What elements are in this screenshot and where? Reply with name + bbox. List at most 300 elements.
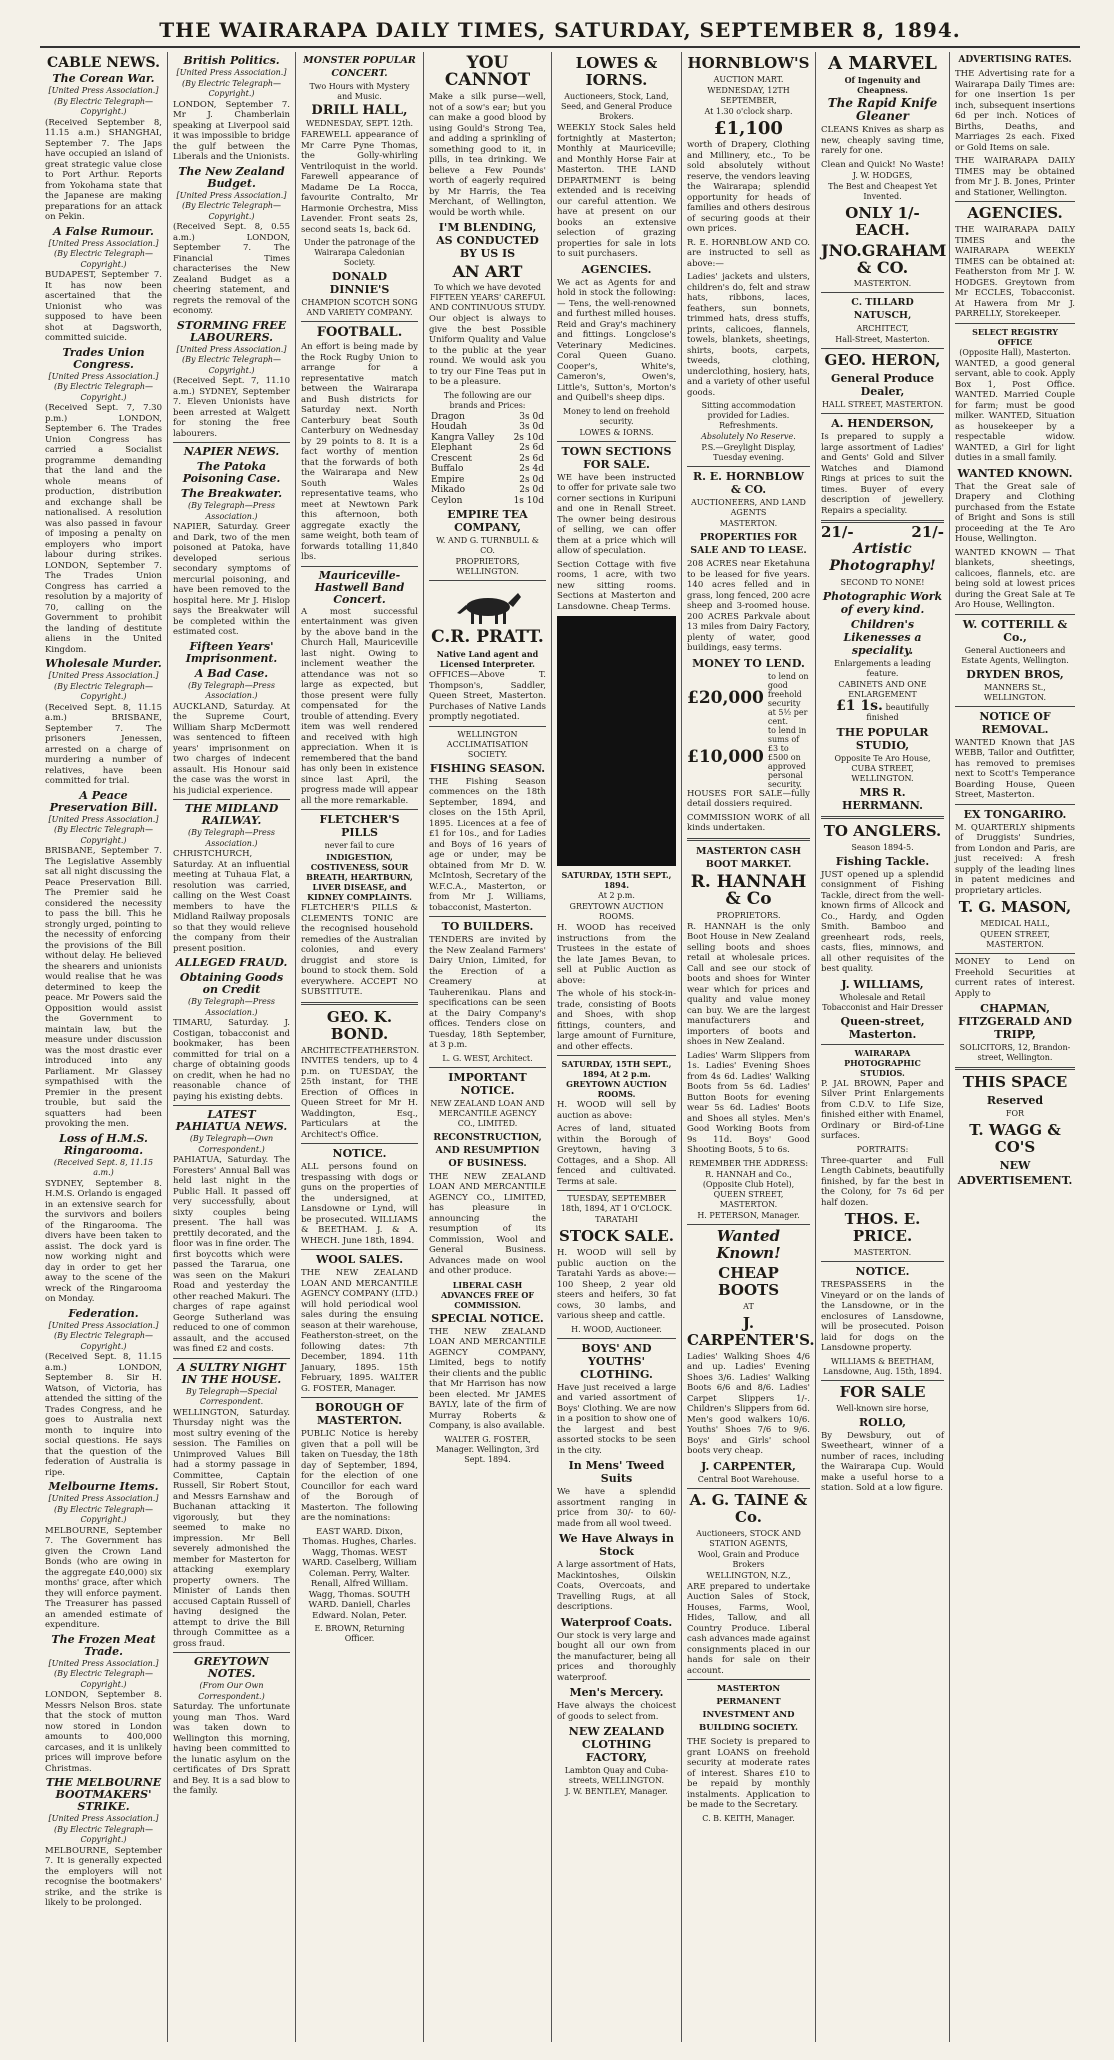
wood2-title: H. WOOD will sell by auction as above: [557, 1100, 676, 1121]
taine-place: WELLINGTON, N.Z., [706, 1570, 791, 1580]
borough-title: BOROUGH OF MASTERTON. [315, 1401, 404, 1427]
article [173, 957, 290, 1102]
article-title: Fifteen Years' Imprisonment. [185, 639, 278, 665]
tea-company: EMPIRE TEA COMPANY, [447, 508, 528, 534]
article-body: (Received Sept. 7, 11.10 a.m.) SYDNEY, September 7. Eleven Unionists have been arrested at Walgett for stoning the free labourers. [173, 376, 290, 439]
divider [173, 1105, 290, 1106]
builders-title: TO BUILDERS. [441, 920, 534, 933]
tongan-title: EX TONGARIRO. [963, 807, 1067, 821]
article-title: THE MELBOURNE BOOTMAKERS' STRIKE. [45, 1776, 162, 1813]
forsale-sub: Well-known sire horse, [836, 1403, 929, 1413]
registry-sub: (Opposite Hall), Masterton. [959, 347, 1071, 357]
concert-patron: Under the patronage of the Wairarapa Caledonian Society. [303, 238, 416, 267]
stock-date: TUESDAY, SEPTEMBER 18th, 1894, AT 1 O'CLOCK. [560, 1194, 673, 1213]
tea-brand-name: Houdah [431, 422, 467, 432]
tea-brand-name: Empire [431, 474, 465, 485]
article-source: [United Press Association.] (By Electric Telegraph—Copyright.) [48, 1658, 159, 1689]
concert-org: DONALD DINNIE'S [329, 270, 390, 296]
pills-title: FLETCHER'S PILLS [319, 813, 400, 839]
agencies-title: AGENCIES. [581, 262, 652, 276]
reserved-title: THIS SPACE [962, 1073, 1068, 1091]
column-news [168, 52, 296, 2042]
photographic-title: Photographic Work of every kind. [822, 589, 943, 616]
article [173, 446, 290, 638]
concert-title: MONSTER POPULAR CONCERT. [303, 55, 416, 79]
pratt-name: C.R. PRATT. [431, 627, 544, 647]
article-body: MELBOURNE, September 7. It is generally expected the employers will not recognise the bootmakers' strike, and the strike is likely to be prolonged. [45, 1845, 162, 1908]
notice-ad [301, 1147, 418, 1246]
hannah-title: R. HANNAH & Co [690, 871, 807, 909]
gleaner-text: CLEANS Knives as sharp as new, cheaply saving time, rarely for one. [821, 125, 944, 156]
tea-brand-price: 2s 6d [519, 453, 544, 464]
tea-price-row [429, 475, 546, 486]
article-title: Trades Union Congress. [62, 345, 145, 371]
houses-text: HOUSES FOR SALE—fully detail dossiers required. [687, 788, 810, 809]
hornblow-inst: R. E. HORNBLOW AND CO. are instructed to sell as above:— [687, 237, 810, 269]
wool-title: WOOL SALES. [315, 1253, 404, 1266]
chapman-sub: SOLICITORS, 12, Brandon-street, Wellington. [959, 1043, 1071, 1062]
rates-title: ADVERTISING RATES. [958, 55, 1072, 65]
divider [687, 838, 810, 841]
divider [821, 816, 944, 819]
article [45, 1133, 162, 1305]
tea-company-3: PROPRIETORS, WELLINGTON. [455, 557, 520, 576]
tea-price-row [429, 422, 546, 433]
williams-place: Queen-street, Masterton. [840, 1014, 925, 1041]
tea-company-2: W. AND G. TURNBULL & CO. [436, 536, 539, 555]
agencies-text: We act as Agents for and hold in stock the following:— Tens, the well-renowned and furthest milled houses. Reid and Gray's machinery and fittings. Longclose's Veterinary Medicines. Coral Queen Guano. Cooper's, White's, Cameron's, Owen's, Little's, Sutton's, Morton's and Quibell's sheep dips. [557, 277, 676, 403]
article-source: [United Press Association.] (By Electric Telegraph—Copyright.) [48, 1494, 159, 1524]
divider [557, 1055, 676, 1056]
wanted-list: WANTED, a good general servant, able to cook. Apply Box 1, Post Office. WANTED. Married Couple for farm; must be good milker. WANTED, Situation as housekeeper by a respectable widow. WANTED, a Girl for light duties in a small family. [955, 358, 1075, 463]
factory-sign: J. W. BENTLEY, Manager. [565, 1787, 668, 1796]
henderson-title: A. HENDERSON, [831, 417, 934, 430]
tea-price-row [429, 412, 546, 423]
mens-text: We have a splendid assortment ranging in price from 30/- to 60/- made from all wool tweed. [557, 1487, 676, 1529]
money-note: Money to lend on freehold security. [562, 406, 671, 426]
article [301, 326, 418, 563]
borough-wards: EAST WARD. Dixon, Thomas. Hughes, Charles. Wagg, Thomas. WEST WARD. Caselberg, William Coleman. Perry, Walter. Renall, Alfred William. Wagg, Thomas. SOUTH WARD. Daniell, Charles Edward. Nolan, Peter. [302, 1526, 417, 1621]
dryden-title: DRYDEN BROS, [966, 667, 1064, 681]
graham-place: MASTERTON. [853, 279, 912, 288]
town-text: WE have been instructed to offer for private sale two corner sections in Kuripuni and one in Renall Street. The owner being desirous of selling, we can offer them at a price which will allow of speculation. [557, 472, 676, 556]
tea-price-row [429, 485, 546, 496]
artistic-title: Artistic Photography! [829, 540, 936, 574]
liberal-title: LIBERAL CASH ADVANCES FREE OF COMMISSION. [440, 1279, 535, 1310]
heron-title: GEO. HERON, [824, 351, 941, 369]
borough-ad [301, 1401, 418, 1644]
article [45, 1777, 162, 1909]
column-marvel [816, 52, 950, 2042]
building-sign: C. B. KEITH, Manager. [702, 1813, 795, 1823]
notice-title: NOTICE. [332, 1147, 387, 1160]
daily-text: THE WAIRARAPA DAILY TIMES may be obtained from Mr J. B. Jones, Printer and Stationer, Wellington. [955, 156, 1075, 198]
divider [687, 1224, 810, 1225]
taine-title: A. G. TAINE & Co. [689, 1490, 808, 1526]
that-text: WANTED KNOWN — That blankets, sheetings, calicoes, flannels, etc. are being sold at lowest prices during the Great Sale at Te Aro House, Wellington. [955, 547, 1075, 610]
column-tea-ads [424, 52, 552, 2042]
masthead [40, 10, 1080, 48]
heron-sub: General Produce Dealer, [830, 372, 935, 398]
article-title: THE MIDLAND RAILWAY. [184, 802, 279, 827]
stock-title: STOCK SALE. [559, 1227, 674, 1245]
borough-text: PUBLIC Notice is hereby given that a poll will be taken on Tuesday, the 18th day of September, 1894, for the election of one Councillor for each ward of the Borough of Masterton. The following are the nominations: [301, 1429, 418, 1523]
rates-text: THE Advertising rate for a Wairarapa Daily Times are: for one insertion 1s per inch, subsequent insertions 6d per inch. Notices of Births, Deaths, and Marriages 2s each. Fixed or Gold Items on sale. [955, 69, 1075, 153]
article-body: PAHIATUA, Saturday. The Foresters' Annual Ball was held last night in the Public Hall. It passed off very successfully, about sixty couples being present. The hall was prettily decorated, and the floor was in fine order. The first boycotts which were passed the Tararua, one was seen on the Makuri Road and yesterday the other reached Makuri. The charges of rape against George Sutherland was reduced to one of common assault, and the accused was fined £2 and costs. [173, 1155, 290, 1354]
tea-headline-text: Make a silk purse—well, not of a sow's ear; but you can make a good blood by using Gould's Strong Tea, and adding a sprinkling of something good to it, in pills, in tea drinking. We believe a Few Pounds' worth of eagerly required by Mr Harris, the Tea Merchant, of Wellington, would be worth while. [429, 92, 546, 218]
tea-price-row [429, 433, 546, 444]
notice-text: TRESPASSERS in the Vineyard or on the lands of the Lansdowne, or in the enclosures of Lansdowne, will be prosecuted. Poison laid for dogs on the Lansdowne property. [821, 1280, 944, 1353]
tea-brand-name: Buffalo [431, 464, 464, 474]
article-title: Loss of H.M.S. Ringarooma. [59, 1131, 148, 1157]
divider [557, 441, 676, 442]
article-source: [United Press Association.] (By Electric Telegraph—Copyright.) [48, 371, 159, 402]
stock-text: H. WOOD will sell by public auction on the Taratahi Yards as above:— 100 Sheep, 2 year old steers and heifers, 30 fat cows, 30 lambs, and various sheep and cattle. [557, 1248, 676, 1321]
mens-title: In Mens' Tweed Suits [568, 1459, 665, 1485]
cotter-sub: General Auctioneers and Estate Agents, Wellington. [961, 645, 1069, 665]
tea-brand-price: 1s 10d [513, 495, 544, 506]
wood-text-2: The whole of his stock-in-trade, consisting of Boots and Shoes, with shop fittings, counters, and large amount of Furniture, and other effects. [557, 989, 676, 1052]
article [173, 55, 290, 163]
tea-price-row [429, 464, 546, 475]
article-source: [United Press Association.] (By Electric Telegraph—Copyright.) [48, 1814, 159, 1844]
hornblow-absolutely: Absolutely No Reserve. [701, 432, 796, 441]
have-title: We Have Always in Stock [559, 1532, 674, 1558]
cabinets-title: CABINETS AND ONE ENLARGEMENT [838, 679, 927, 699]
article-body: WELLINGTON, Saturday. Thursday night was the most sultry evening of the session. The Families on Unimproved Values Bill had a stormy passage in Committee, Captain Russell, Sir Robert Stout, and Messrs Earnshaw and Buchanan attacking it vigorously, but they seemed to make no impression. Mr Bell severely admonished the member for Masterton for attacking exemplary property owners. The Minister of Lands then accused Captain Russell of having designed the attempt to drive the Bill through Committee as a gross fraud. [173, 1407, 290, 1649]
article-source: (By Telegraph—Press Association.) [188, 997, 275, 1017]
divider [821, 348, 944, 349]
firm-title: R. E. HORNBLOW & CO. [693, 470, 804, 496]
wool-text: THE NEW ZEALAND LOAN AND MERCANTILE AGENCY COMPANY (LTD.) will hold periodical wool sales during the ensuing season at their warehouse, Featherston-street, on the following dates: 7th December, 1894. 11th January, 1895. 15th February, 1895. WALTER G. FOSTER, Manager. [301, 1268, 418, 1394]
divider [301, 566, 418, 567]
photo-studios-text: P. JAL BROWN, Paper and Silver Print Enlargements from C.D.V. to Life Size, finished either with Enamel, Ordinary or Bird-of-Line surfaces. [821, 1078, 944, 1141]
column-hornblow [682, 52, 816, 2042]
carpenter-title: J. CARPENTER'S. [687, 1313, 815, 1349]
cabinet-price: £1 1s. [836, 697, 883, 714]
article-body: BRISBANE, September 7. The Legislative Assembly sat all night discussing the Peace Preservation Bill. The Premier said he considered the necessity to pass the bill. This he strongly urged, pointing to the necessity of enforcing the provisions of the Bill without delay. He believed the shearers and unionists would realise that he was determined to keep the peace. Mr Powers said the Opposition would assist the Government to maintain law, but the measure under discussion was the most drastic ever introduced into any Parliament. Mr Glassey sympathised with the Premier in the present trouble, but said the squatters had been provoking the men. [45, 846, 162, 1129]
article-title: STORMING FREE LABOURERS. [176, 318, 287, 344]
divider [687, 1679, 810, 1680]
divider [301, 1002, 418, 1005]
divider [955, 804, 1075, 805]
auction-date: SATURDAY, 15TH SEPT., 1894. [561, 870, 672, 890]
wanted-known-text: That the Great sale of Drapery and Clothing purchased from the Estate of Bright and Sons is still proceeding at the Te Aro House, Wellington. [955, 481, 1075, 544]
article-body: SYDNEY, September 8. H.M.S. Orlando is engaged in an extensive search for the survivors and boilers of the Ringarooma. The divers have been taken to assist. The dock yard is now working night and day in order to get her away to the scene of the wreck of the Ringarooma on Monday. [45, 1178, 162, 1304]
factory-title: NEW ZEALAND CLOTHING FACTORY, [568, 1725, 665, 1764]
stock-place: TARATAHI [595, 1215, 638, 1224]
article [173, 1362, 290, 1650]
hornblow-title: HORNBLOW'S [687, 54, 810, 72]
concert-sub: Two Hours with Mystery and Music. [309, 82, 410, 101]
lowes-text: WEEKLY Stock Sales held fortnightly at Masterton; Monthly at Mauriceville; and Monthly Horse Fair at Masterton. THE LAND DEPARTMENT is being extended and is receiving our careful attention. We have at present on our books an extensive selection of grazing properties for sale in lots to suit purchasers. [557, 123, 676, 259]
divider [557, 1190, 676, 1191]
wagg-title: T. WAGG & CO'S [969, 1121, 1061, 1156]
horse-illustration [453, 585, 523, 625]
mason-sub: MEDICAL HALL, [980, 919, 1050, 928]
rollo-text: By Dewsbury, out of Sweetheart, winner of a number of races, including the Wairarapa Cup. Would make a useful horse to a station. Sold at a low figure. [821, 1430, 944, 1493]
divider [301, 809, 418, 810]
divider [955, 323, 1075, 324]
divider [429, 726, 546, 727]
tongan-text: M. QUARTERLY shipments of Druggists' Sundries, from London and Paris, are just received: A fresh supply of the leading lines in patent medicines and proprietary articles. [955, 822, 1075, 896]
article-title: NAPIER NEWS. [183, 445, 280, 458]
notice-text: ALL persons found on trespassing with dogs or guns on the properties of the undersigned, at Lansdowne or Lynd, will be prosecuted. WILLIAMS & BEETHAM. J. & A. WHECH. June 18th, 1894. [301, 1162, 418, 1246]
boys-title: BOYS' AND YOUTHS' CLOTHING. [580, 1341, 653, 1381]
tillard-sub: ARCHITECT, [856, 324, 909, 333]
article-title: The Corean War. [52, 72, 155, 85]
hannah-sub: PROPRIETORS. [716, 910, 781, 920]
popular-place: Opposite Te Aro House, CUBA STREET, WELLINGTON. [834, 753, 931, 783]
herrmann-title: MRS R. HERRMANN. [841, 785, 923, 812]
gleaner-subline [821, 160, 944, 171]
special-title: SPECIAL NOTICE. [431, 1311, 544, 1325]
tea-brand-name: Ceylon [431, 495, 463, 506]
second-title: SECOND TO NONE! [840, 577, 925, 587]
recon-text: THE NEW ZEALAND LOAN AND MERCANTILE AGENCY CO., LIMITED, has pleasure in announcing the resumption of its Commission, Wool and General Business. Advances made on wool and other produce. [429, 1171, 546, 1276]
article [173, 641, 290, 797]
concert-ad [301, 54, 418, 318]
article-body: AUCKLAND, Saturday. At the Supreme Court, William Sharp McDermott was sentenced to fifteen years' imprisonment on two charges of indecent assault. His Honour said the case was the worst in his judicial experience. [173, 701, 290, 796]
divider [173, 1358, 290, 1359]
market-title: MASTERTON CASH BOOT MARKET. [696, 845, 801, 870]
building-title: MASTERTON PERMANENT INVESTMENT AND BUILDING SOCIETY. [699, 1684, 798, 1733]
divider [955, 201, 1075, 202]
remember-text: R. HANNAH and Co., (Opposite Club Hotel), QUEEN STREET, MASTERTON. [702, 1169, 795, 1209]
article-source: [United Press Association.] (By Electric Telegraph—Copyright.) [48, 86, 159, 116]
article-body: BUDAPEST, September 7. It has now been ascertained that the Unionist who was supposed to have been shot at Dagsworth, committed suicide. [45, 270, 162, 343]
taine-text: ARE prepared to undertake Auction Sales of Stock, Houses, Farms, Wool, Hides, Tallow, and all Country Produce. Liberal cash advances made against consignments placed in our hands for sale on their account. [687, 1581, 810, 1676]
lowes-sub: Auctioneers, Stock, Land, Seed, and General Produce Brokers. [561, 92, 672, 121]
carpenter-sign: J. CARPENTER, [701, 1459, 796, 1473]
article-title: The Frozen Meat Trade. [51, 1632, 156, 1658]
wood-text: H. WOOD has received instructions from the Trustees in the estate of the late James Bevan, to sell at Public Auction as above: [557, 923, 676, 986]
article [45, 347, 162, 656]
article-body: CHRISTCHURCH, Saturday. At an influential meeting at Tuhaua Flat, a resolution was carried, calling on the West Coast members to have the Midland Railway proposals so that they would relieve the company from their present position. [173, 849, 290, 954]
have-text: A large assortment of Hats, Mackintoshes, Oilskin Coats, Overcoats, and Travelling Rugs, at all descriptions. [557, 1560, 676, 1612]
waterproof-text: Our stock is very large and bought all our own from the manufacturer, being all prices and thoroughly waterproof. [557, 1630, 676, 1683]
masthead-title: THE WAIRARAPA DAILY TIMES, SATURDAY, SEPTEMBER 8, 1894. [159, 18, 961, 42]
article [173, 803, 290, 954]
cotter-title: W. COTTERILL & Co., [962, 617, 1068, 644]
divider [429, 916, 546, 917]
heron-place: HALL STREET, MASTERTON. [821, 400, 944, 409]
column-lowes-iorns [552, 52, 682, 2042]
divider [173, 442, 290, 443]
notice-title: NOTICE. [855, 1265, 910, 1278]
rollo-title: ROLLO, [859, 1415, 906, 1429]
divider [687, 1488, 810, 1489]
article-title: A Peace Preservation Bill. [49, 788, 158, 814]
carpenter-at: AT [743, 1301, 754, 1311]
concert-text: FAREWELL appearance of Mr Carre Pyne Thomas, the Golly-whirling Ventriloquist in the world. Farewell appearance of Madame De La Rocca, favourite Contralto, Mr Harmonie Orchestra, Miss Lavender. Front seats 2s, second seats 1s, back 6d. [301, 130, 418, 235]
article-body: (Received September 8, 11.15 a.m.) SHANGHAI, September 7. The Japs have occupied an island of great strategic value close to Port Arthur. Reports from Yokohama state that the Japanese are making preparations for an attack on Pekin. [45, 117, 162, 222]
lend-2-amount: £10,000 [687, 746, 764, 767]
marvel-title: A MARVEL [828, 53, 937, 74]
article-title: Obtaining Goods on Credit [179, 971, 284, 996]
popular-title: THE POPULAR STUDIO, [836, 725, 929, 752]
article-title: ALLEGED FRAUD. [175, 956, 288, 969]
divider [821, 413, 944, 414]
column-concerts [296, 52, 424, 2042]
article-title: The New Zealand Budget. [178, 164, 285, 190]
bond-text: INVITES tenders, up to 4 p.m. on TUESDAY, the 25th instant, for THE Erection of Offices in Queen Street for Mr H. Waddington, Esq., Particulars at the Architect's Office. [301, 1056, 418, 1140]
tea-table-head: The following are our brands and Prices: [443, 390, 532, 410]
tea-claim: I'M BLENDING, AS CONDUCTED BY US IS [436, 221, 539, 260]
article-title: GREYTOWN NOTES. [194, 1655, 269, 1680]
enlargements-title: Enlargements a leading feature. [834, 658, 931, 678]
article-body: MELBOURNE, September 7. The Government has given the Crown Land Bonds (who are owing in the aggregate £40,000) six months' grace, after which they will enforce payment. The Treasurer has passed an amended estimate of expenditure. [45, 1525, 162, 1630]
bond-subline [301, 1046, 418, 1057]
wool-ad [301, 1253, 418, 1394]
marvel-sub: Of Ingenuity and Cheapness. [844, 75, 921, 95]
tillard-place: Hall-Street, Masterton. [835, 335, 930, 344]
mercery-text: Have always the choicest of goods to select from. [557, 1701, 676, 1722]
hodges-name: J. W. HODGES, [852, 171, 913, 180]
article [173, 1109, 290, 1355]
lend-1-text: to lend on good freehold security at 5½ per cent. [767, 671, 809, 726]
hornblow-date: WEDNESDAY, 12TH SEPTEMBER, [707, 86, 790, 105]
pratt-text: OFFICES—Above T. Thompson's, Saddler, Queen Street, Masterton. Purchases of Native Lands promptly negotiated. [429, 670, 546, 722]
bond-right: FEATHERSTON. [351, 1045, 420, 1055]
hannah-text: R. HANNAH is the only Boot House in New Zealand selling boots and shoes retail at wholesale prices. Call and see our stock of boots and shoes for Winter wear which for prices and quality and value money can buy. We are the largest manufacturers and importers of boots and shoes in New Zealand. [687, 921, 810, 1047]
hornblow-lot-text: worth of Drapery, Clothing and Millinery, etc., To be sold absolutely without reserve, the vendors leaving the Wairarapa; splendid opportunity for heads of families and others desirous of securing goods at their own prices. [687, 140, 810, 234]
article [45, 1481, 162, 1631]
wood-date: SATURDAY, 15TH SEPT., 1894, At 2 p.m. GREYTOWN AUCTION ROOMS. [561, 1059, 672, 1099]
lend-1-amount: £20,000 [687, 688, 764, 709]
article-body: (Received Sept. 8, 0.55 a.m.) LONDON, September 7. The Financial Times characterises the New Zealand Budget as a cheering statement, and regrets the removal of the economy. [173, 222, 290, 316]
divider [955, 706, 1075, 707]
concert-org-sub: CHAMPION SCOTCH SONG AND VARIETY COMPANY. [301, 298, 418, 317]
article-body: LONDON, September 8. Messrs Nelson Bros. state that the stock of mutton now stored in London amounts to 400,000 carcases, and it is unlikely prices will improve before Christmas. [45, 1690, 162, 1774]
article-source: [United Press Association.] (By Electric Telegraph—Copyright.) [48, 671, 159, 701]
article-title: Wholesale Murder. [45, 657, 162, 670]
hornblow-sitting: Sitting accommodation provided for Ladies. Refreshments. [701, 401, 796, 430]
waterproof-title: Waterproof Coats. [560, 1615, 673, 1629]
article-source: [United Press Association.] (By Electric Telegraph—Copyright.) [176, 190, 287, 221]
divider [173, 799, 290, 800]
lend-2-text: to lend in sums of £3 to £500 on approved personal security. [767, 725, 807, 789]
boys-text: Have just received a large and varied assortment of Boys' Clothing. We are now in a position to show one of the largest and best assorted stocks to be seen in the city. [557, 1382, 676, 1456]
article-body: An effort is being made by the Rock Rugby Union to arrange for a representative match between the Wairarapa and Bush districts for Saturday next. North Canterbury beat South Canterbury on Wednesday by 29 points to 8. It is a fact worthy of mention that the forwards of both the Wairarapa and New South Wales representative teams, who meet at Newtown Park this afternoon, both aggregate exactly the same weight, both team of forwards totalling 11,840 lbs. [301, 342, 418, 562]
gleaner-sub2: No Waste! [899, 159, 944, 170]
divider [301, 1397, 418, 1398]
price-title: THOS. E. PRICE. [844, 1210, 921, 1245]
price-place: MASTERTON. [853, 1248, 912, 1257]
column-notices [950, 52, 1080, 2042]
article-title: British Politics. [183, 54, 280, 67]
borough-sign: E. BROWN, Returning Officer. [314, 1624, 405, 1643]
portraits-text: Three-quarter and Full Length Cabinets, beautifully finished, by far the best in the Colony, for 7s 6d per half dozen. [821, 1155, 944, 1208]
hodges-sub: The Best and Cheapest Yet Invented. [828, 182, 937, 201]
tea-brand-price: 3s 0d [519, 411, 544, 422]
divider [173, 1652, 290, 1653]
photo-price-line [821, 523, 944, 541]
pratt-sub: Native Land agent and Licensed Interpreter. [436, 649, 539, 669]
tea-price-row [429, 454, 546, 465]
pills-ad [301, 813, 418, 998]
agencies-title: AGENCIES. [967, 204, 1063, 222]
auction-time: At 2 p.m. [598, 891, 635, 900]
henderson-text: Is prepared to supply a large assortment of Ladies' and Gents' Gold and Silver Watches and Diamond Rings at prices to suit the times. Buyer of every description of jewellery. Repairs a speciality. [821, 432, 944, 516]
article-title: Mauriceville-Hastwell Band Concert. [314, 568, 405, 606]
tea-brand-price: 2s 0d [519, 474, 544, 485]
photo-price-right: 21/- [911, 523, 944, 541]
removal-text: WANTED Known that JAS WEBB, Tailor and Outfitter, has removed to premises next to Scott's Temperance Boarding House, Queen Street, Masterton. [955, 737, 1075, 800]
lowes-title: LOWES & IORNS. [575, 54, 658, 89]
article [45, 1308, 162, 1479]
stock-sign: H. WOOD, Auctioneer. [571, 1324, 662, 1334]
fishing-title: FISHING SEASON. [429, 761, 546, 775]
tea-brand-price: 2s 4d [519, 464, 544, 474]
divider [955, 614, 1075, 615]
article-body: NAPIER, Saturday. Greer and Dark, two of the men poisoned at Patoka, have developed serious secondary symptoms of mercurial poisoning, and have been removed to the hospital here. Mr J. Hislop says the Breakwater will be completed within the estimated cost. [173, 522, 290, 637]
article-body: LONDON, September 7. Mr J. Chamberlain speaking at Liverpool said it was impossible to bridge the gulf between the Liberals and the Unionists. [173, 99, 290, 162]
carpenter-list: Ladies' Walking Shoes 4/6 and up. Ladies' Evening Shoes 3/6. Ladies' Walking Boots 6/6 and 8/6. Ladies' Carpet Slippers 1/-. Children's Slippers from 6d. Men's good walkers 10/6. Youths' Shoes 7/6 to 9/6. Boys' and Girls' school boots very cheap. [687, 1351, 810, 1456]
article [45, 790, 162, 1130]
article [173, 320, 290, 440]
hornblow-greytown: P.S.—Greylight Display, Tuesday evening. [701, 443, 796, 462]
divider [429, 580, 546, 581]
tea-art-text: Our object is always to give the best Possible Uniform Quality and Value to the public at the year round. We would ask you to try our Fine Teas put in to be a pleasure. [429, 314, 546, 387]
tea-price-row [429, 443, 546, 454]
article-source: (From Our Own Correspondent.) [198, 1681, 265, 1701]
divider [557, 1338, 676, 1339]
agencies-text: THE WAIRARAPA DAILY TIMES and the WAIRARAPA WEEKLY TIMES can be obtained at: Featherston from Mr J. W. HODGES. Greytown from Mr ECCLES, Tobacconist. At Hawera from Mr J. PARRELLY, Storekeeper. [955, 225, 1075, 319]
important-title: IMPORTANT NOTICE. [448, 1070, 527, 1097]
article-title: FOOTBALL. [316, 325, 403, 340]
mason-title: T. G. MASON, [958, 898, 1072, 916]
divider [687, 466, 810, 467]
lend-title: MONEY TO LEND. [692, 656, 805, 670]
tea-brand-price: 2s 10d [513, 432, 544, 443]
lend-line-1 [687, 672, 810, 726]
section-heading: CABLE NEWS. [47, 55, 160, 71]
article-source: (Received Sept. 8, 11.15 a.m.) [53, 1157, 154, 1177]
wood2-text: Acres of land, situated within the Borough of Greytown, having 3 Cottages, and a Shop. All fenced and cultivated. Terms at sale. [557, 1124, 676, 1187]
portraits-title: PORTRAITS: [856, 1144, 909, 1154]
anglers-title: TO ANGLERS. [823, 821, 942, 840]
hornblow-time: At 1.30 o'clock sharp. [704, 107, 793, 116]
pills-list: INDIGESTION, COSTIVENESS, SOUR BREATH, HEARTBURN, LIVER DISEASE, and KIDNEY COMPLAINTS. [306, 852, 413, 902]
article-title: The Patoka Poisoning Case. [182, 460, 281, 485]
photo-price-left: 21/- [821, 523, 854, 541]
tackle-text: JUST opened up a splendid consignment of Fishing Tackle, direct from the well-known firms of Allcock and Co., Hardy, and Ogden Smith. Bamboo and greenheart rods, reels, casts, flies, minnows, and all other requisites of the best quality. [821, 869, 944, 974]
article [45, 658, 162, 787]
divider [821, 1044, 944, 1045]
bond-left: ARCHITECT [301, 1045, 352, 1055]
taine-sub2: Wool, Grain and Produce Brokers [697, 1549, 800, 1569]
bond-title: GEO. K. BOND. [326, 1007, 393, 1043]
tea-brand-name: Dragon [431, 411, 465, 422]
divider [301, 1249, 418, 1250]
graham-title: JNO.GRAHAM & CO. [821, 241, 947, 277]
tea-price-row [429, 496, 546, 507]
article-body: (Received Sept. 7, 7.30 p.m.) LONDON, September 6. The Trades Union Congress has carried a Socialist programme demanding that the land and the whole means of production, distribution and exchange shall be nationalised. A resolution was also passed in favour of imposing a penalty on employers who import labour during strikes. LONDON, September 7. The Trades Union Congress has carried a resolution by a majority of 70, calling on the Government to prohibit the landing of destitute aliens in the United Kingdom. [45, 403, 162, 655]
only-title: ONLY 1/- EACH. [845, 204, 920, 239]
cabinet-price-line [821, 697, 944, 724]
tea-brand-name: Mikado [431, 485, 466, 495]
builders-sign: L. G. WEST, Architect. [442, 1053, 533, 1063]
tillard-title: C. TILLARD NATUSCH, [851, 297, 914, 321]
wagg-new: NEW [999, 1159, 1031, 1172]
building-text: THE Society is prepared to grant LOANS on freehold security at moderate rates of interest. Shares £10 to be repaid by monthly instalments. Application to be made to the Secretary. [687, 1737, 810, 1810]
divider [821, 1261, 944, 1262]
wanted-known-title: WANTED KNOWN. [957, 466, 1073, 480]
remember-title: REMEMBER THE ADDRESS: [688, 1158, 809, 1168]
article-source: (By Telegraph—Press Association.) [188, 828, 275, 848]
article-title: A Bad Case. [194, 666, 269, 680]
